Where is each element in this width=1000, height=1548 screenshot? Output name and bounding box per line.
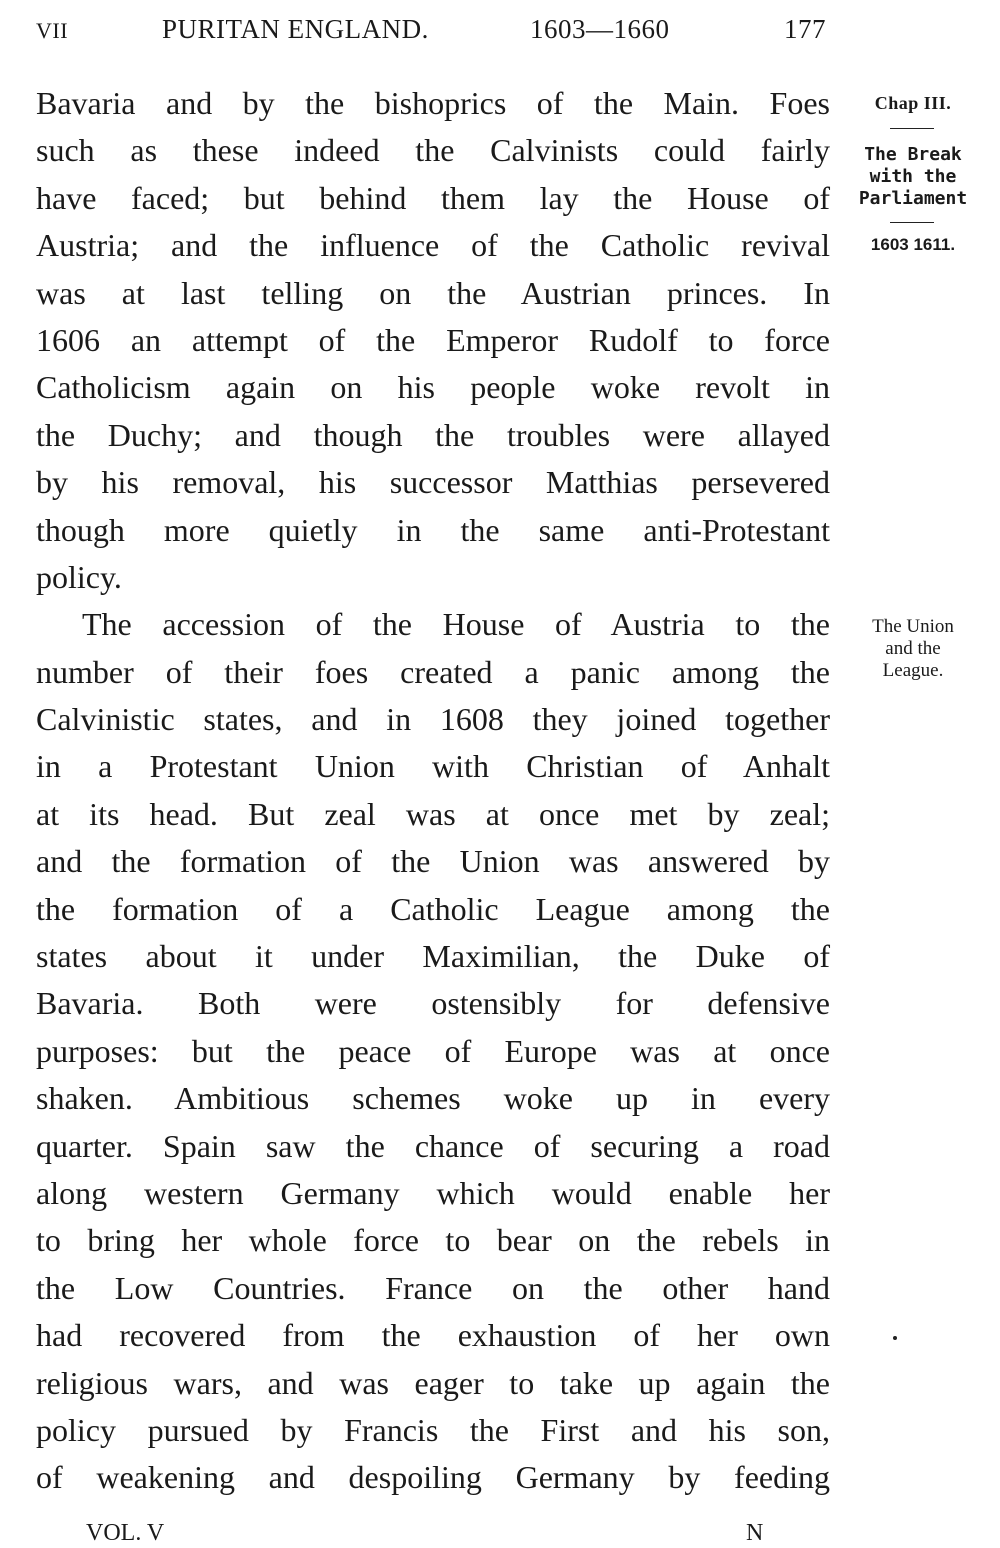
body-line: religious wars, and was eager to take up again the <box>36 1364 830 1401</box>
margin-section-title <box>838 144 988 210</box>
body-line: purposes: but the peace of Europe was at once <box>36 1032 830 1069</box>
body-line: The accession of the House of Austria to the <box>82 606 830 643</box>
margin-union-note-line: and the <box>885 638 941 659</box>
body-line: to bring her whole force to bear on the rebels in <box>36 1222 830 1259</box>
page-footer <box>36 1514 830 1546</box>
body-line: Bavaria and by the bishoprics of the Main. Foes <box>36 85 830 121</box>
page-number: 177 <box>784 14 826 44</box>
margin-section-title-line: Parliament <box>858 188 968 209</box>
body-line: the formation of a Catholic League among the <box>36 890 830 927</box>
print-speck <box>893 1336 897 1340</box>
margin-years: 1603 1611. <box>870 235 956 254</box>
body-line: quarter. Spain saw the chance of securing a road <box>36 1127 830 1164</box>
margin-union-note-line: The Union <box>872 616 954 637</box>
footer-volume: VOL. V <box>86 1520 165 1546</box>
margin-rule <box>890 128 934 129</box>
body-line: have faced; but behind them lay the House of <box>36 179 830 216</box>
body-line: by his removal, his successor Matthias persevered <box>36 464 830 501</box>
body-line: the Duchy; and though the troubles were allayed <box>36 416 830 453</box>
body-line: in a Protestant Union with Christian of Anhalt <box>36 748 830 785</box>
body-text <box>36 80 830 1502</box>
body-line: Bavaria. Both were ostensibly for defensive <box>36 985 830 1022</box>
body-line: and the formation of the Union was answered by <box>36 843 830 880</box>
body-line: the Low Countries. France on the other hand <box>36 1269 830 1306</box>
margin-union-note <box>838 616 988 682</box>
body-line: of weakening and despoiling Germany by feeding <box>36 1459 830 1496</box>
body-line: at its head. But zeal was at once met by zeal; <box>36 795 830 832</box>
body-line: states about it under Maximilian, the Duke of <box>36 938 830 975</box>
body-line: had recovered from the exhaustion of her own <box>36 1317 830 1354</box>
body-line: though more quietly in the same anti-Protestant <box>36 511 830 548</box>
running-header <box>36 14 830 50</box>
margin-section-title-line: with the <box>869 166 957 187</box>
body-line: Catholicism again on his people woke revolt in <box>36 369 830 406</box>
body-line: policy pursued by Francis the First and his son, <box>36 1411 830 1448</box>
margin-rule <box>890 222 934 223</box>
body-line: number of their foes created a panic among the <box>36 653 830 690</box>
body-line: policy. <box>36 558 122 595</box>
margin-union-note-line: League. <box>882 660 944 681</box>
header-title: PURITAN ENGLAND. <box>162 14 429 44</box>
header-chapter: VII <box>36 18 69 43</box>
body-line: shaken. Ambitious schemes woke up in every <box>36 1080 830 1117</box>
margin-chapter-note: Chap III. <box>874 93 952 113</box>
body-line: such as these indeed the Calvinists could fairly <box>36 132 830 169</box>
body-line: along western Germany which would enable her <box>36 1174 830 1211</box>
body-line: Calvinistic states, and in 1608 they joined together <box>36 701 830 738</box>
body-line: was at last telling on the Austrian princes. In <box>36 274 830 311</box>
footer-signature: N <box>746 1520 764 1546</box>
body-line: Austria; and the influence of the Catholic revival <box>36 227 830 264</box>
margin-section-title-line: The Break <box>864 144 962 165</box>
header-dates: 1603—1660 <box>530 14 670 44</box>
body-line: 1606 an attempt of the Emperor Rudolf to force <box>36 321 830 358</box>
